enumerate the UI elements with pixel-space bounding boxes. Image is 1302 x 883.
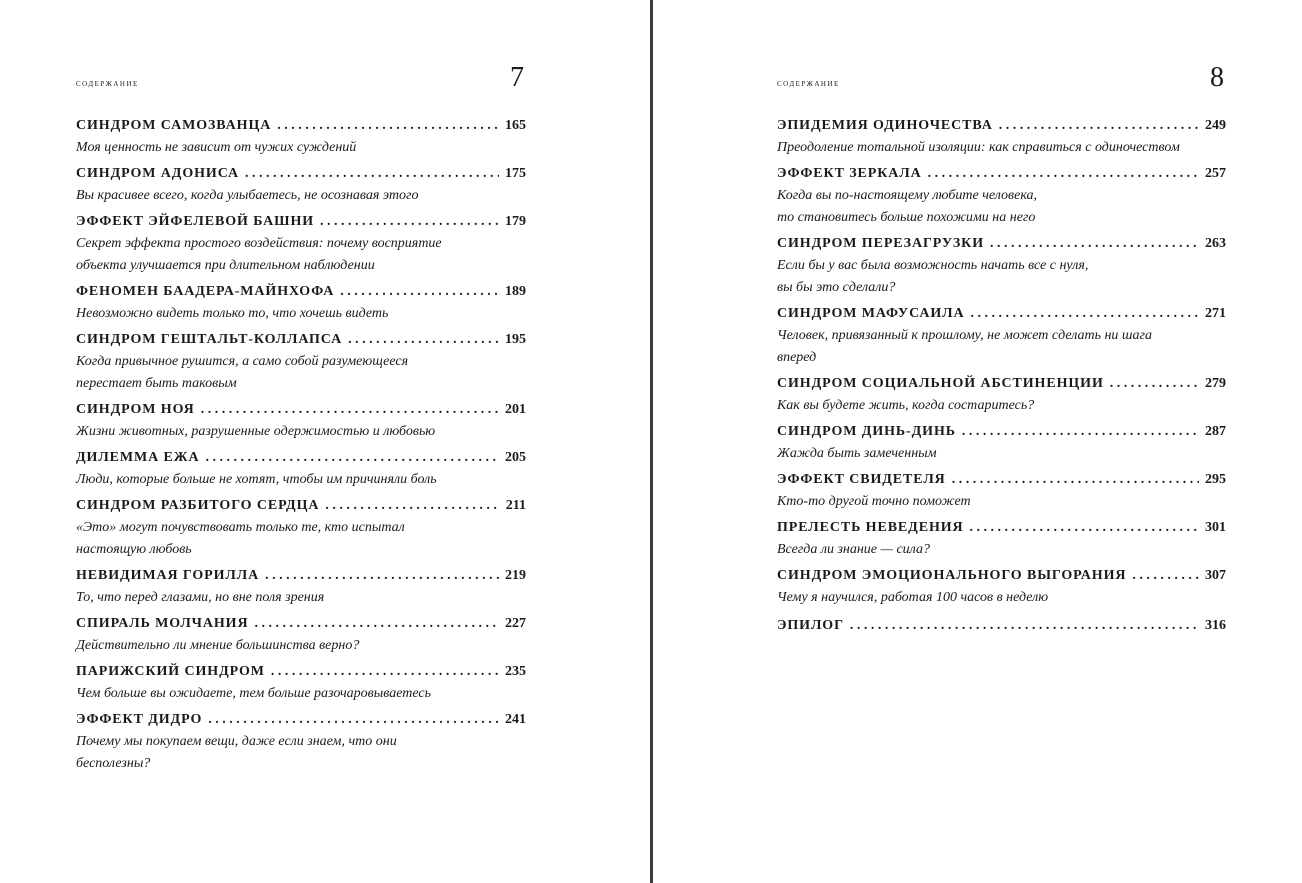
toc-entry — [76, 709, 526, 775]
toc-entry — [777, 615, 1226, 637]
toc-entry-heading — [777, 517, 1226, 539]
toc-entry — [777, 163, 1226, 229]
toc-entry-heading — [76, 661, 526, 683]
right-page — [777, 0, 1226, 883]
dot-leader — [962, 421, 1199, 443]
toc-entry-title: СИНДРОМ МАФУСАИЛА — [777, 306, 965, 321]
toc-entry-title: СИНДРОМ РАЗБИТОГО СЕРДЦА — [76, 498, 320, 513]
toc-entry-heading — [76, 115, 526, 137]
toc-entry — [777, 421, 1226, 465]
running-head: содержание — [76, 78, 139, 89]
toc-entry-title: ЭФФЕКТ СВИДЕТЕЛЯ — [777, 472, 946, 487]
toc-entry-subtitle: Моя ценность не зависит от чужих суждений — [76, 140, 357, 155]
toc-entry-heading — [777, 163, 1226, 185]
dot-leader — [928, 163, 1199, 185]
toc-entry-subtitle: Жизни животных, разрушенные одержимостью и любовью — [76, 424, 436, 439]
toc-entry — [777, 517, 1226, 561]
toc-entry-heading — [777, 421, 1226, 443]
toc-entry-page-number: 189 — [505, 284, 526, 299]
toc-entry-subtitle: то становитесь больше похожими на него — [777, 210, 1036, 225]
toc-entry — [76, 399, 526, 443]
toc-entry-page-number: 179 — [505, 214, 526, 229]
toc-entry-title: СИНДРОМ ДИНЬ-ДИНЬ — [777, 424, 956, 439]
toc-entry-page-number: 227 — [505, 616, 526, 631]
toc-entry-heading — [76, 495, 526, 517]
toc-entry — [76, 565, 526, 609]
toc-entry-heading — [777, 115, 1226, 137]
toc-entry-title: СПИРАЛЬ МОЛЧАНИЯ — [76, 616, 249, 631]
toc-entry-subtitle: Как вы будете жить, когда состаритесь? — [777, 398, 1035, 413]
toc-entry-subtitle: настоящую любовь — [76, 542, 192, 557]
toc-entry — [76, 329, 526, 395]
toc-entry — [777, 373, 1226, 417]
toc-entry-subtitle: Когда привычное рушится, а само собой разумеющееся — [76, 354, 409, 369]
toc-entry-subtitle: Чему я научился, работая 100 часов в неделю — [777, 590, 1049, 605]
toc-entry-heading — [777, 469, 1226, 491]
toc-entry-subtitle: Секрет эффекта простого воздействия: почему восприятие — [76, 236, 442, 251]
toc-entry — [76, 211, 526, 277]
toc-entry-page-number: 249 — [1205, 118, 1226, 133]
toc-entry-subtitle: Когда вы по-настоящему любите человека, — [777, 188, 1038, 203]
toc-entry-heading — [777, 565, 1226, 587]
dot-leader — [971, 303, 1199, 325]
toc-entry-heading — [76, 709, 526, 731]
toc-entry-page-number: 295 — [1205, 472, 1226, 487]
toc-entry-title: ЭПИЛОГ — [777, 618, 844, 633]
toc-entry — [777, 303, 1226, 369]
toc-entry-subtitle: Невозможно видеть только то, что хочешь видеть — [76, 306, 389, 321]
dot-leader — [1110, 373, 1199, 395]
toc-entry-heading — [76, 281, 526, 303]
toc-entry-heading — [76, 163, 526, 185]
toc-entry-title: ЭФФЕКТ ЭЙФЕЛЕВОЙ БАШНИ — [76, 214, 315, 229]
toc-entry-subtitle: Если бы у вас была возможность начать все с нуля, — [777, 258, 1089, 273]
toc-entry-page-number: 195 — [505, 332, 526, 347]
toc-entry-page-number: 175 — [505, 166, 526, 181]
toc-entry-title: СИНДРОМ ГЕШТАЛЬТ-КОЛЛАПСА — [76, 332, 343, 347]
toc-entry — [76, 495, 526, 561]
toc-entry-heading — [76, 613, 526, 635]
toc-entry-heading — [76, 565, 526, 587]
dot-leader — [970, 517, 1199, 539]
dot-leader — [320, 211, 499, 233]
toc-entry-title: СИНДРОМ ЭМОЦИОНАЛЬНОГО ВЫГОРАНИЯ — [777, 568, 1127, 583]
toc-entry-subtitle: объекта улучшается при длительном наблюдении — [76, 258, 375, 273]
toc-entry — [777, 469, 1226, 513]
toc-entry-page-number: 263 — [1205, 236, 1226, 251]
toc-entry-subtitle: бесполезны? — [76, 756, 151, 771]
dot-leader — [1132, 565, 1199, 587]
dot-leader — [277, 115, 499, 137]
toc-entry-page-number: 271 — [1205, 306, 1226, 321]
toc-entry-title: ФЕНОМЕН БААДЕРА-МАЙНХОФА — [76, 284, 335, 299]
toc-entry — [76, 661, 526, 705]
toc-entry-subtitle: Преодоление тотальной изоляции: как справиться с одиночеством — [777, 140, 1180, 155]
dot-leader — [999, 115, 1199, 137]
toc-entry-title: СИНДРОМ НОЯ — [76, 402, 195, 417]
toc-entry — [777, 233, 1226, 299]
dot-leader — [265, 565, 499, 587]
toc-entry-subtitle: перестает быть таковым — [76, 376, 237, 391]
toc-entry-title: СИНДРОМ САМОЗВАНЦА — [76, 118, 272, 133]
page-number: 8 — [1210, 62, 1224, 93]
table-of-contents — [777, 115, 1226, 641]
toc-entry-heading — [777, 373, 1226, 395]
toc-entry-page-number: 205 — [505, 450, 526, 465]
toc-entry-title: ПРЕЛЕСТЬ НЕВЕДЕНИЯ — [777, 520, 964, 535]
toc-entry-subtitle: То, что перед глазами, но вне поля зрения — [76, 590, 325, 605]
toc-entry-page-number: 316 — [1205, 618, 1226, 633]
toc-entry — [76, 447, 526, 491]
dot-leader — [201, 399, 499, 421]
toc-entry-title: ЭФФЕКТ ЗЕРКАЛА — [777, 166, 922, 181]
dot-leader — [990, 233, 1199, 255]
toc-entry-title: СИНДРОМ ПЕРЕЗАГРУЗКИ — [777, 236, 985, 251]
left-page — [76, 0, 526, 883]
toc-entry-page-number: 279 — [1205, 376, 1226, 391]
toc-entry-title: ЭПИДЕМИЯ ОДИНОЧЕСТВА — [777, 118, 993, 133]
dot-leader — [340, 281, 499, 303]
toc-entry — [76, 281, 526, 325]
toc-entry-page-number: 307 — [1205, 568, 1226, 583]
toc-entry-subtitle: Люди, которые больше не хотят, чтобы им причиняли боль — [76, 472, 437, 487]
toc-entry-page-number: 235 — [505, 664, 526, 679]
toc-entry-heading — [777, 233, 1226, 255]
toc-entry-subtitle: вперед — [777, 350, 817, 365]
toc-entry — [76, 163, 526, 207]
toc-entry-title: ЭФФЕКТ ДИДРО — [76, 712, 203, 727]
running-head: содержание — [777, 78, 840, 89]
toc-entry-subtitle: Почему мы покупаем вещи, даже если знаем, что они — [76, 734, 397, 749]
dot-leader — [206, 447, 499, 469]
toc-entry-heading — [76, 399, 526, 421]
toc-entry — [777, 115, 1226, 159]
toc-entry-heading — [76, 211, 526, 233]
dot-leader — [952, 469, 1199, 491]
toc-entry-title: СИНДРОМ СОЦИАЛЬНОЙ АБСТИНЕНЦИИ — [777, 376, 1104, 391]
toc-entry-page-number: 211 — [505, 498, 526, 513]
toc-entry-heading — [777, 615, 1226, 637]
toc-entry-page-number: 257 — [1205, 166, 1226, 181]
toc-entry-subtitle: Кто-то другой точно поможет — [777, 494, 971, 509]
page-number: 7 — [510, 62, 524, 93]
toc-entry-heading — [76, 329, 526, 351]
dot-leader — [245, 163, 499, 185]
toc-entry-subtitle: Человек, привязанный к прошлому, не может сделать ни шага — [777, 328, 1152, 343]
toc-entry — [76, 613, 526, 657]
table-of-contents — [76, 115, 526, 779]
toc-entry-page-number: 301 — [1205, 520, 1226, 535]
toc-entry-subtitle: Действительно ли мнение большинства верно? — [76, 638, 360, 653]
toc-entry-title: ДИЛЕММА ЕЖА — [76, 450, 200, 465]
toc-entry-page-number: 219 — [505, 568, 526, 583]
toc-entry-page-number: 165 — [505, 118, 526, 133]
dot-leader — [254, 613, 499, 635]
toc-entry-subtitle: Жажда быть замеченным — [777, 446, 937, 461]
dot-leader — [850, 615, 1199, 637]
dot-leader — [348, 329, 499, 351]
toc-entry-page-number: 241 — [505, 712, 526, 727]
toc-entry-title: НЕВИДИМАЯ ГОРИЛЛА — [76, 568, 260, 583]
toc-entry-subtitle: Вы красивее всего, когда улыбаетесь, не осознавая этого — [76, 188, 419, 203]
toc-entry — [76, 115, 526, 159]
toc-entry-title: СИНДРОМ АДОНИСА — [76, 166, 240, 181]
toc-entry-title: ПАРИЖСКИЙ СИНДРОМ — [76, 664, 265, 679]
dot-leader — [325, 495, 499, 517]
toc-entry — [777, 565, 1226, 609]
toc-entry-subtitle: «Это» могут почувствовать только те, кто испытал — [76, 520, 405, 535]
toc-entry-heading — [777, 303, 1226, 325]
toc-entry-subtitle: вы бы это сделали? — [777, 280, 896, 295]
toc-entry-subtitle: Чем больше вы ожидаете, тем больше разочаровываетесь — [76, 686, 431, 701]
toc-entry-page-number: 287 — [1205, 424, 1226, 439]
dot-leader — [271, 661, 499, 683]
toc-entry-subtitle: Всегда ли знание — сила? — [777, 542, 930, 557]
page-gutter-divider — [650, 0, 653, 883]
toc-entry-page-number: 201 — [505, 402, 526, 417]
toc-entry-heading — [76, 447, 526, 469]
dot-leader — [208, 709, 499, 731]
